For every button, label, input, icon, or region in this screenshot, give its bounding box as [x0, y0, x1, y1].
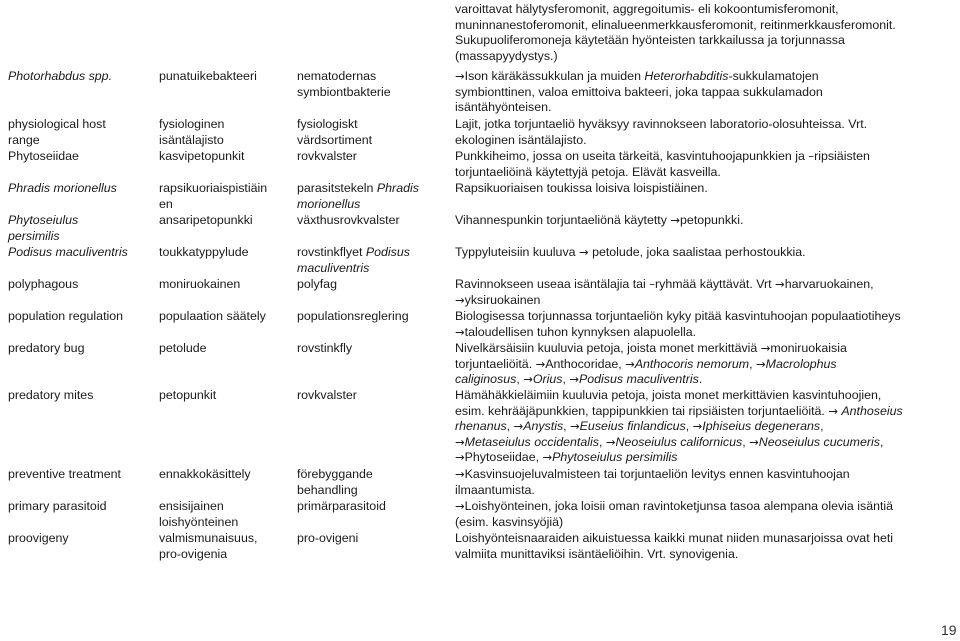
- term-finnish: [159, 467, 296, 483]
- text-line: [159, 531, 296, 547]
- text-segment: ryhmää käyttävät. Vrt: [655, 277, 776, 291]
- text-segment: Photorhabdus spp.: [8, 69, 113, 83]
- text-line: [455, 18, 955, 34]
- text-segment: Neoseiulus californicus: [615, 434, 743, 449]
- definition: [455, 277, 955, 308]
- text-segment: ilmaantumista.: [455, 482, 535, 497]
- text-line: [455, 100, 955, 116]
- text-segment: Phradis: [376, 181, 419, 195]
- arrow-icon: →: [455, 69, 465, 83]
- term-finnish: [159, 341, 296, 357]
- text-segment: caliginosus: [455, 372, 517, 386]
- text-segment: Ravinnokseen useaa isäntälajia tai: [455, 277, 650, 291]
- text-line: [455, 293, 955, 309]
- arrow-icon: →: [455, 292, 465, 307]
- text-line: [297, 499, 447, 515]
- text-segment: primärparasitoid: [297, 499, 386, 513]
- arrow-icon: →: [455, 434, 465, 449]
- text-segment: (massapyydystys.): [455, 48, 558, 63]
- text-segment: Anthocoris nemorum: [634, 356, 750, 371]
- text-segment: predatory mites: [8, 388, 94, 402]
- arrow-icon: →: [692, 419, 703, 433]
- arrow-icon: →: [455, 499, 465, 513]
- text-segment: Typpyluteisiin kuuluva: [455, 245, 579, 259]
- text-segment: petolude: [159, 341, 207, 355]
- text-line: [455, 372, 955, 388]
- text-line: [455, 325, 955, 341]
- text-line: [455, 277, 955, 293]
- text-segment: punatuikebakteeri: [159, 69, 257, 83]
- text-segment: population regulation: [8, 309, 124, 323]
- text-segment: ekologinen isäntälajisto.: [455, 132, 587, 147]
- text-line: [159, 341, 296, 357]
- text-line: [297, 133, 447, 149]
- text-segment: polyphagous: [8, 277, 79, 291]
- term-finnish: [159, 181, 296, 212]
- text-line: [455, 483, 955, 499]
- text-line: [8, 341, 156, 357]
- text-line: [297, 149, 447, 165]
- text-line: [455, 357, 955, 373]
- text-segment: Anthocoridae,: [545, 356, 626, 371]
- text-segment: Sukupuoliferomoneja käytetään hyönteisten tarkkailussa ja torjunnassa: [455, 33, 845, 47]
- text-segment: parasitstekeln: [297, 181, 377, 195]
- arrow-icon: →: [749, 434, 759, 449]
- text-segment: Orius: [532, 372, 563, 386]
- text-segment: fysiologinen: [159, 117, 225, 131]
- text-segment: Heterorhabditis: [644, 69, 729, 83]
- term-swedish: [297, 531, 447, 547]
- text-segment: fysiologiskt: [297, 117, 358, 131]
- text-segment: Loishyönteisnaaraiden aikuistuessa kaikki munat niiden munasarjoissa ovat heti: [455, 531, 894, 545]
- text-segment: ,: [742, 434, 750, 449]
- text-segment: Phytoseiidae,: [464, 450, 543, 464]
- text-segment: Ison käräkässukkulan ja muiden: [464, 69, 645, 83]
- text-line: [8, 69, 156, 85]
- text-line: [455, 450, 955, 466]
- term-english: [8, 499, 156, 515]
- text-line: [8, 245, 156, 261]
- text-segment: ,: [563, 419, 571, 433]
- text-segment: Podisus maculiventris: [8, 245, 128, 259]
- definition: [455, 467, 955, 498]
- term-english: [8, 149, 156, 165]
- text-line: [455, 117, 955, 133]
- arrow-icon: →: [605, 434, 616, 449]
- text-line: [455, 69, 955, 85]
- text-segment: rovstinkfly: [297, 341, 353, 355]
- text-line: [297, 69, 447, 85]
- text-segment: symbionttinen, valoa emittoiva bakteeri, joka tappaa sukkulamadon: [455, 84, 823, 99]
- text-line: [297, 388, 447, 404]
- text-segment: toukkatyppylude: [159, 245, 249, 259]
- text-segment: -sukkulamatojen: [728, 69, 819, 83]
- arrow-icon: –: [649, 277, 655, 291]
- text-segment: ensisijainen: [159, 499, 224, 513]
- text-segment: rovstinkflyet: [297, 245, 366, 259]
- text-line: [455, 149, 955, 165]
- term-finnish: [159, 245, 296, 261]
- text-segment: ,: [820, 419, 824, 433]
- text-line: [455, 2, 955, 18]
- text-segment: morionellus: [297, 196, 361, 211]
- text-line: [159, 547, 296, 563]
- text-line: [455, 499, 955, 515]
- arrow-icon: →: [775, 277, 785, 291]
- text-segment: valmismunaisuus,: [159, 531, 258, 545]
- text-segment: predatory bug: [8, 341, 85, 355]
- text-segment: petopunkki.: [680, 213, 744, 227]
- text-segment: ,: [749, 356, 756, 371]
- text-line: [455, 419, 955, 435]
- text-line: [8, 467, 156, 483]
- text-segment: en: [159, 196, 173, 211]
- definition: [455, 499, 955, 530]
- term-finnish: [159, 117, 296, 148]
- text-line: [8, 229, 156, 245]
- text-segment: Kasvinsuojeluvalmisteen tai torjuntaeliön levitys ennen kasvintuhoojan: [464, 467, 850, 481]
- arrow-icon: →: [578, 245, 589, 259]
- text-segment: Phytoseiulus: [8, 213, 79, 227]
- text-line: [455, 547, 955, 563]
- text-segment: moniruokaisia: [770, 341, 847, 355]
- term-english: [8, 531, 156, 547]
- text-line: [8, 117, 156, 133]
- text-segment: ansaripetopunkki: [159, 213, 253, 227]
- arrow-icon: →: [542, 450, 553, 464]
- term-english: [8, 181, 156, 197]
- text-segment: populaation säätely: [159, 309, 266, 323]
- text-segment: moniruokainen: [159, 277, 241, 291]
- text-line: [159, 499, 296, 515]
- arrow-icon: →: [455, 467, 465, 481]
- text-segment: yksiruokainen: [464, 292, 541, 307]
- text-segment: Anystis: [523, 419, 564, 433]
- term-swedish: [297, 277, 447, 293]
- text-segment: valmiita munittaviksi isäntäeliöihin. Vrt. synovigenia.: [455, 546, 739, 561]
- text-line: [455, 467, 955, 483]
- arrow-icon: →: [670, 213, 681, 227]
- text-segment: rapsikuoriaispistiäin: [159, 181, 268, 195]
- text-segment: pro-ovigenia: [159, 546, 228, 561]
- definition: [455, 181, 955, 197]
- text-segment: populationsreglering: [297, 309, 409, 323]
- definition: [455, 388, 955, 466]
- arrow-icon: →: [523, 372, 533, 386]
- arrow-icon: →: [756, 356, 766, 371]
- text-line: [297, 245, 447, 261]
- text-line: [455, 309, 955, 325]
- text-line: [297, 309, 447, 325]
- text-line: [8, 531, 156, 547]
- term-swedish: [297, 181, 447, 212]
- text-line: [159, 197, 296, 213]
- definition: [455, 117, 955, 148]
- text-line: [455, 49, 955, 65]
- definition: [455, 213, 955, 229]
- text-segment: förebyggande: [297, 467, 373, 481]
- text-line: [159, 277, 296, 293]
- text-segment: värdsortiment: [297, 132, 373, 147]
- term-english: [8, 467, 156, 483]
- text-line: [159, 245, 296, 261]
- text-segment: pro-ovigeni: [297, 531, 359, 545]
- term-english: [8, 245, 156, 261]
- term-english: [8, 388, 156, 404]
- arrow-icon: →: [570, 419, 580, 433]
- term-finnish: [159, 531, 296, 562]
- text-line: [159, 515, 296, 531]
- term-finnish: [159, 309, 296, 325]
- term-swedish: [297, 117, 447, 148]
- text-segment: ,: [685, 419, 693, 433]
- text-line: [297, 197, 447, 213]
- text-segment: Loishyönteinen, joka loisii oman ravintoketjunsa tasoa alempana olevia isäntiä: [464, 499, 894, 513]
- term-english: [8, 69, 156, 85]
- page-number: 19: [941, 622, 957, 638]
- text-line: [8, 133, 156, 149]
- term-finnish: [159, 388, 296, 404]
- definition: [455, 309, 955, 340]
- arrow-icon: →: [625, 356, 635, 371]
- arrow-icon: →: [455, 450, 465, 464]
- text-segment: Phytoseiulus persimilis: [552, 450, 678, 464]
- text-segment: physiological host: [8, 117, 106, 131]
- term-finnish: [159, 149, 296, 165]
- text-segment: torjuntaeliöitä.: [455, 356, 536, 371]
- term-english: [8, 277, 156, 293]
- term-swedish: [297, 309, 447, 325]
- text-line: [8, 277, 156, 293]
- text-segment: Rapsikuoriaisen toukissa loisiva loispistiäinen.: [455, 181, 708, 195]
- text-segment: rovkvalster: [297, 149, 357, 163]
- text-line: [297, 467, 447, 483]
- text-segment: primary parasitoid: [8, 499, 107, 513]
- text-segment: polyfag: [297, 277, 337, 291]
- text-line: [455, 388, 955, 404]
- text-segment: Biologisessa torjunnassa torjuntaeliön kyky pitää kasvintuhoojan populaatiotiheys: [455, 309, 901, 323]
- text-line: [8, 388, 156, 404]
- text-line: [455, 85, 955, 101]
- term-english: [8, 341, 156, 357]
- text-line: [159, 388, 296, 404]
- text-segment: petopunkit: [159, 388, 217, 402]
- text-segment: harvaruokainen,: [784, 277, 874, 291]
- arrow-icon: –: [808, 149, 815, 163]
- text-segment: rovkvalster: [297, 388, 357, 402]
- text-segment: Phytoseiidae: [8, 149, 79, 163]
- text-segment: esim. kehrääjäpunkkien, tappipunkkien tai ripsiäisten torjuntaeliöitä.: [455, 403, 829, 418]
- text-segment: behandling: [297, 482, 358, 497]
- arrow-icon: →: [513, 419, 524, 433]
- text-segment: ,: [506, 419, 514, 433]
- text-line: [159, 309, 296, 325]
- term-finnish: [159, 499, 296, 530]
- text-segment: isäntälajisto: [159, 132, 224, 147]
- text-segment: Punkkiheimo, jossa on useita tärkeitä, kasvintuhoojapunkkien ja: [455, 149, 809, 163]
- text-segment: petolude, joka saalistaa perhostoukkia.: [588, 245, 806, 259]
- text-segment: ,: [598, 434, 606, 449]
- text-line: [297, 117, 447, 133]
- text-line: [297, 85, 447, 101]
- text-segment: nematodernas: [297, 69, 377, 83]
- text-segment: Phradis morionellus: [8, 181, 117, 195]
- term-swedish: [297, 341, 447, 357]
- text-segment: Iphiseius degenerans: [702, 419, 821, 433]
- text-line: [455, 213, 955, 229]
- text-segment: Vihannespunkin torjuntaeliönä käytetty: [455, 213, 671, 227]
- text-segment: ripsiäisten: [814, 149, 870, 163]
- text-line: [159, 133, 296, 149]
- text-line: [159, 149, 296, 165]
- text-line: [297, 277, 447, 293]
- text-segment: Hämähäkkieläimiin kuuluvia petoja, joista monet merkittävien kasvintuhoojien,: [455, 388, 882, 402]
- text-line: [455, 404, 955, 420]
- term-swedish: [297, 213, 447, 229]
- text-line: [455, 33, 955, 49]
- text-segment: Podisus maculiventris: [578, 372, 699, 386]
- text-segment: torjuntaeliöinä käytettyjä petoja. Elävät kasveilla.: [455, 164, 721, 179]
- text-segment: (esim. kasvinsyöjiä): [455, 514, 564, 529]
- text-segment: Metaseiulus occidentalis: [464, 434, 599, 449]
- text-segment: Anthoseius: [841, 403, 903, 418]
- term-finnish: [159, 277, 296, 293]
- term-finnish: [159, 69, 296, 85]
- text-line: [8, 213, 156, 229]
- text-line: [159, 213, 296, 229]
- text-line: [455, 133, 955, 149]
- text-segment: preventive treatment: [8, 467, 121, 481]
- definition: [455, 69, 955, 116]
- definition: [455, 531, 955, 562]
- text-line: [8, 181, 156, 197]
- text-line: [455, 181, 955, 197]
- text-line: [297, 483, 447, 499]
- text-segment: persimilis: [8, 228, 60, 243]
- term-finnish: [159, 213, 296, 229]
- term-swedish: [297, 388, 447, 404]
- text-segment: maculiventris: [297, 260, 370, 275]
- arrow-icon: →: [455, 324, 465, 339]
- text-segment: Neoseiulus cucumeris: [758, 434, 880, 449]
- text-line: [297, 261, 447, 277]
- text-line: [159, 467, 296, 483]
- term-english: [8, 213, 156, 244]
- definition: [455, 149, 955, 180]
- text-segment: Macrolophus: [765, 356, 837, 371]
- term-swedish: [297, 499, 447, 515]
- text-segment: växthusrovkvalster: [297, 213, 400, 227]
- text-line: [8, 309, 156, 325]
- text-segment: ,: [562, 372, 570, 386]
- term-swedish: [297, 149, 447, 165]
- text-segment: ,: [879, 434, 884, 449]
- text-line: [297, 181, 447, 197]
- text-line: [455, 435, 955, 451]
- text-line: [159, 69, 296, 85]
- arrow-icon: →: [569, 372, 579, 386]
- text-segment: muninnanestoferomonit, elinalueenmerkkausferomonit, reitinmerkkausferomonit.: [455, 17, 896, 32]
- text-line: [297, 531, 447, 547]
- text-segment: kasvipetopunkit: [159, 149, 245, 163]
- text-segment: symbiontbakterie: [297, 84, 391, 99]
- text-line: [455, 245, 955, 261]
- text-line: [8, 149, 156, 165]
- text-segment: rhenanus: [455, 419, 507, 433]
- arrow-icon: →: [828, 403, 838, 418]
- text-line: [159, 117, 296, 133]
- arrow-icon: →: [760, 341, 771, 355]
- text-segment: isäntähyönteisen.: [455, 100, 552, 114]
- text-segment: ,: [516, 372, 524, 386]
- text-segment: loishyönteinen: [159, 514, 239, 529]
- text-segment: taloudellisen tuhon kynnyksen alapuolella.: [464, 324, 697, 339]
- text-line: [297, 341, 447, 357]
- text-segment: proovigeny: [8, 531, 69, 545]
- text-segment: range: [8, 132, 40, 147]
- text-segment: Lajit, jotka torjuntaeliö hyväksyy ravinnokseen laboratorio-olosuhteissa. Vrt.: [455, 117, 868, 131]
- text-line: [297, 213, 447, 229]
- definition: [455, 341, 955, 388]
- term-english: [8, 309, 156, 325]
- text-line: [455, 515, 955, 531]
- definition: [455, 245, 955, 261]
- text-line: [159, 181, 296, 197]
- text-line: [455, 341, 955, 357]
- definition: [455, 2, 955, 64]
- term-swedish: [297, 69, 447, 100]
- text-segment: varoittavat hälytysferomonit, aggregoitumis- eli kokoontumisferomonit,: [455, 2, 839, 16]
- text-line: [455, 531, 955, 547]
- term-english: [8, 117, 156, 148]
- text-line: [455, 165, 955, 181]
- text-segment: Nivelkärsäisiin kuuluvia petoja, joista monet merkittäviä: [455, 341, 761, 355]
- text-segment: .: [698, 372, 703, 386]
- text-segment: ennakkokäsittely: [159, 467, 251, 481]
- text-segment: Podisus: [365, 245, 410, 259]
- text-line: [8, 499, 156, 515]
- term-swedish: [297, 245, 447, 276]
- text-segment: Euseius finlandicus: [579, 419, 686, 433]
- term-swedish: [297, 467, 447, 498]
- arrow-icon: →: [535, 356, 546, 371]
